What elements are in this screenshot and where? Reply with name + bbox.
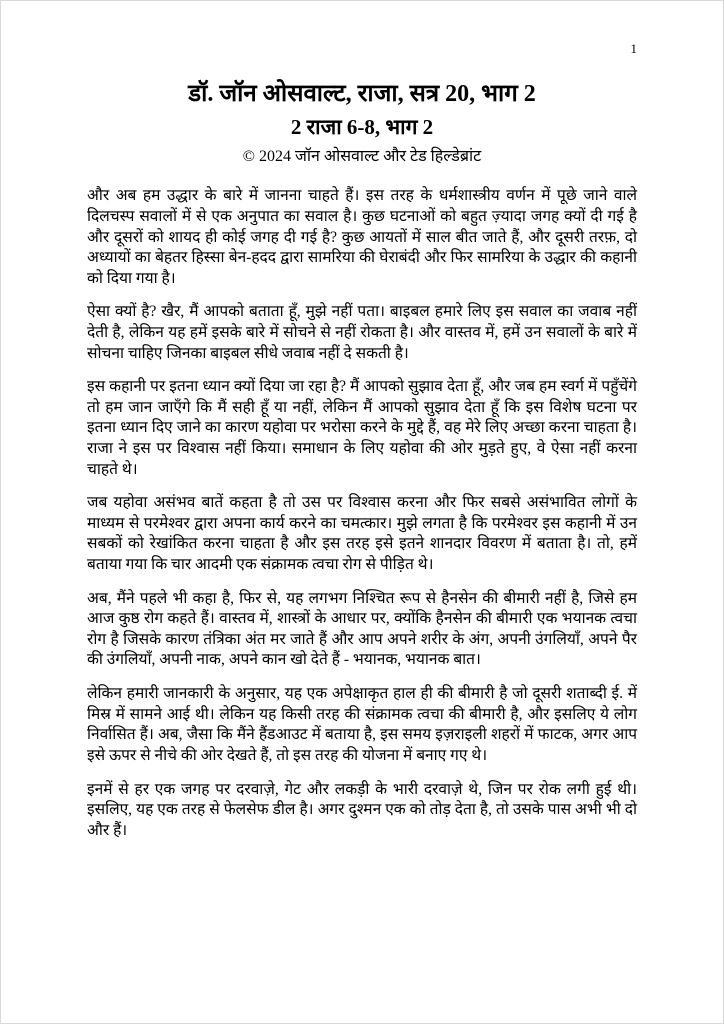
page-number: 1 [630,41,637,56]
paragraph: जब यहोवा असंभव बातें कहता है तो उस पर विश्वास करना और फिर सबसे असंभावित लोगों के माध्यम से परमेश्वर द्वारा अपना कार्य करने का चमत्कार। मुझे लगता है कि परमेश्वर इस कहानी में उन सबकों को रेखांकित करना चाहता है और इस तरह इसे इतने शानदार विवरण में बताता है। तो, हमें बताया गया कि चार आदमी एक संक्रामक त्वचा रोग से पीड़ित थे। [87,494,637,574]
copyright-line: © 2024 जॉन ओसवाल्ट और टेड हिल्डेब्रांट [242,148,482,166]
paragraph: इनमें से हर एक जगह पर दरवाज़े, गेट और लकड़ी के भारी दरवाज़े थे, जिन पर रोक लगी हुई थी। इसलिए, यह एक तरह से फेलसेफ डील है। अगर दुश्मन एक को तोड़ देता है, तो उसके पास अभी भी दो और हैं। [87,780,637,839]
paragraph: और अब हम उद्धार के बारे में जानना चाहते हैं। इस तरह के धर्मशास्त्रीय वर्णन में पूछे जाने वाले दिलचस्प सवालों में से एक अनुपात का सवाल है। कुछ घटनाओं को बहुत ज़्यादा जगह क्यों दी गई है और दूसरों को शायद ही कोई जगह दी गई है? कुछ आयतों में साल बीत जाते हैं, और दूसरी तरफ़, दो अध्यायों का बेहतर हिस्सा बेन-हदद द्वारा सामरिया की घेराबंदी और फिर सामरिया के उद्धार की कहानी को दिया गया है। [87,187,637,287]
document-content [1,1,723,841]
document-title: डॉ. जॉन ओसवाल्ट, राजा, सत्र 20, भाग 2 [188,81,536,107]
paragraph: लेकिन हमारी जानकारी के अनुसार, यह एक अपेक्षाकृत हाल ही की बीमारी है जो दूसरी शताब्दी ई. में मिस्र में सामने आई थी। लेकिन यह किसी तरह की संक्रामक त्वचा की बीमारी है, और इसलिए ये लोग निर्वासित हैं। अब, जैसा कि मैंने हैंडआउट में बताया है, इस समय इज़राइली शहरों में फाटक, अगर आप इसे ऊपर से नीचे की ओर देखते हैं, तो इस तरह की योजना में बनाए गए थे। [87,685,637,764]
paragraph: ऐसा क्यों है? खैर, मैं आपको बताता हूँ, मुझे नहीं पता। बाइबल हमारे लिए इस सवाल का जवाब नहीं देती है, लेकिन यह हमें इसके बारे में सोचने से नहीं रोकता है। और वास्तव में, हमें उन सवालों के बारे में सोचना चाहिए जिनका बाइबल सीधे जवाब नहीं दे सकती है। [87,303,637,362]
paragraph: इस कहानी पर इतना ध्यान क्यों दिया जा रहा है? मैं आपको सुझाव देता हूँ, और जब हम स्वर्ग में पहुँचेंगे तो हम जान जाएँगे कि मैं सही हूँ या नहीं, लेकिन मैं आपको सुझाव देता हूँ कि इस विशेष घटना पर इतना ध्यान दिए जाने का कारण यहोवा पर भरोसा करने के मुद्दे हैं, वह मेरे लिए अच्छा करना चाहता है। राजा ने इस पर विश्वास नहीं किया। समाधान के लिए यहोवा की ओर मुड़ते हुए, वे ऐसा नहीं करना चाहते थे। [87,378,637,478]
paragraph: अब, मैंने पहले भी कहा है, फिर से, यह लगभग निश्चित रूप से हैनसेन की बीमारी नहीं है, जिसे हम आज कुष्ठ रोग कहते हैं। वास्तव में, शास्त्रों के आधार पर, क्योंकि हैनसेन की बीमारी एक भयानक त्वचा रोग है जिसके कारण तंत्रिका अंत मर जाते हैं और आप अपने शरीर के अंग, अपनी उंगलियाँ, अपने पैर की उंगलियाँ, अपनी नाक, अपने कान खो देते हैं - भयानक, भयानक बात। [87,589,637,669]
document-subtitle: 2 राजा 6-8, भाग 2 [290,115,434,140]
title-block [87,79,637,168]
body-text [87,186,637,841]
